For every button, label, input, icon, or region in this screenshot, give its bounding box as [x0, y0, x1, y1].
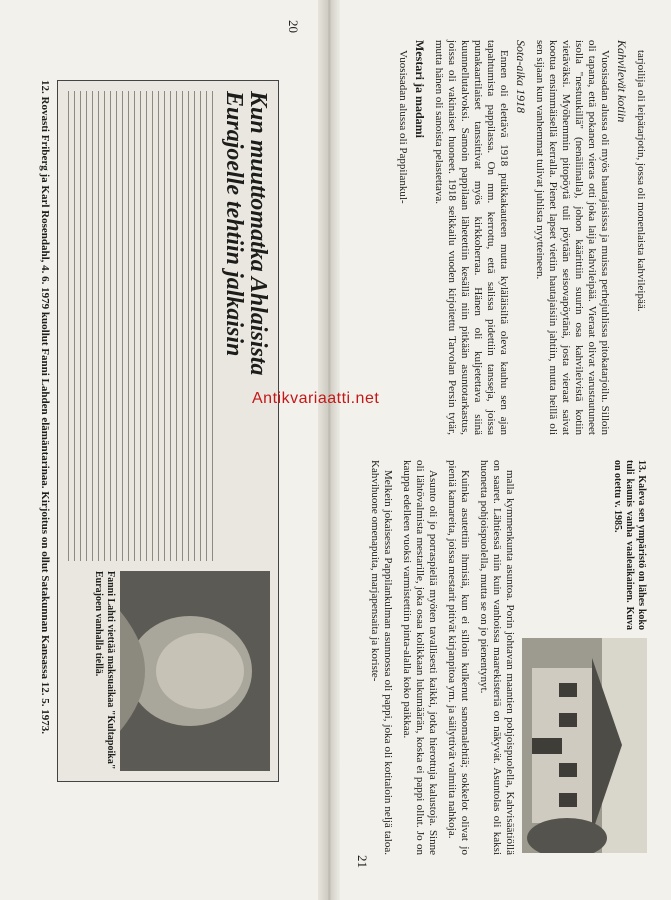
paragraph: Ennen oli elettävä 1918 puikkakauteen mutta kyläläisiltä oleva kauhu sen ajan tapahtumista pappilassa. On mm. kerrottu, että salissa pidettiin tansseja, joissa punakaartilaiset tanssittivat myös kirkkoherraa. Hänen oli kuljetettava siinä kuunnellutalvoksi. Samoin pappilaan lähetettiin kesällä niin pitkään asuntotarkastus, joissa oli vakinaiset huoneet. 1918 seikkailu vuoden kirjoitettu Tarvolan Persin tytär, mutta hänen oli sanoista pelastettava. [433, 40, 510, 435]
paragraph: Asunto oli jo porraspieliä myöten tavallisesti kaikki, jotka hierottuja kalustoja. Sinne oli lähtövalmista mestarille, joka osaa kolikkaan lukumäärän, koska ei pappi ollut. Jo on kauppa edelleen vuoksi varmistettiin pinta-alalla koko paikkaa. [401, 460, 439, 855]
right-page-content [345, 20, 655, 880]
paragraph: Melkein jokaisessa Pappilankulman asunnossa oli pappi, joka oli kotitaloin neljä taloa. Kahvihuone omenapuita, marjapensaita ja koriste- [369, 460, 394, 855]
paragraph: Vuosisadan alussa oli myös hautajaisissa ja muissa perhejuhlissa pitokatarjoilu. Silloin oli tapana, että pokanen vieras otti joka laija kahvileipää. Vieraat olivat varustautuneet isolla "nestuukillä" (nenäliinalla), johon käärittiin suurin osa kahvileivistä kotiin vietäväksi. Myöhemmin pitopöytä tuli pöytään seisovapöytänä, josta vieraat saivat kootua ensimmäisellä kerralla. Pienet lapset vietiin hautajaisiin jahtiin, mutta heillä oli sen sijaan kun vanhemmat tulivat juhlista nyytteineen. [534, 40, 611, 435]
left-page [0, 0, 318, 900]
page-number-left: 20 [286, 20, 301, 33]
subhead-kahvilevat: Kahvilevät kotiin [615, 40, 629, 123]
clipping-headline-2: Eurajoelle tehtiin jalkaisin [221, 91, 247, 357]
right-text-column-1 [390, 40, 647, 435]
subhead-sota-aika: Sota-aika 1918 [514, 40, 528, 113]
paragraph: Kuinka asutettiin ihmisiä, kun ei silloin kulkenut sanomalehtiä; sokkelot olivat jo pieniä kamareita, joissa mestarit pitivät kirjanpitoa ym. ja säilyttivät valmiita nahkoja. [446, 460, 471, 855]
subhead-mestari: Mestari ja madami [413, 40, 427, 138]
portrait-image [120, 571, 270, 771]
book-gutter [318, 0, 340, 900]
left-page-content [9, 20, 309, 880]
page-number-right: 21 [355, 855, 370, 868]
clipping-body-text [68, 91, 216, 561]
newspaper-clipping [57, 80, 279, 782]
paragraph: malla kymmenkunta asuntoa. Porin johtavan maantien pohjoispuolella, Kahvisäätiöllä on saaret. Lähtiessä niin kuin vanhoissa maarekisteriä on näkyvät. Asuntolas oli kaksi huonetta pohjoispuolella, mutta se on jo pienentynyt. [478, 460, 516, 855]
right-page [340, 0, 671, 900]
fanni-lahti-photo [120, 571, 270, 771]
watermark: Antikvariaatti.net [252, 390, 380, 407]
building-image [522, 638, 647, 853]
caption-12: 12. Rovasti Friberg ja Karl Rosendahl, 4. 6. 1979 kuollut Fanni Lahden elämäntarinaa. Kirjoitus on ollut Satakunnan Kansassa 12. 5. 1973. [39, 80, 51, 734]
clipping-headline-1: Kun muuttomatka Ahlaisista [245, 91, 271, 376]
right-text-column-2 [362, 460, 647, 855]
paragraph: tarjoilija oli leipätarjotin, jossa oli monenlaista kahvileipää. [635, 50, 647, 312]
photo-caption: Fanni Lahti viettää maksuaikaa "Kultapoika" Eurajoen vanhalla tiellä. [93, 571, 116, 770]
building-photo [522, 638, 647, 853]
paragraph: Vuosisadan alussa oli Pappilankul- [397, 50, 409, 204]
caption-13: 13. Kaleva sen ympäristö on lähes koko tuli kaunis vanha vaaleaikainen. Kuva on otettu v. 1985. [612, 460, 647, 630]
